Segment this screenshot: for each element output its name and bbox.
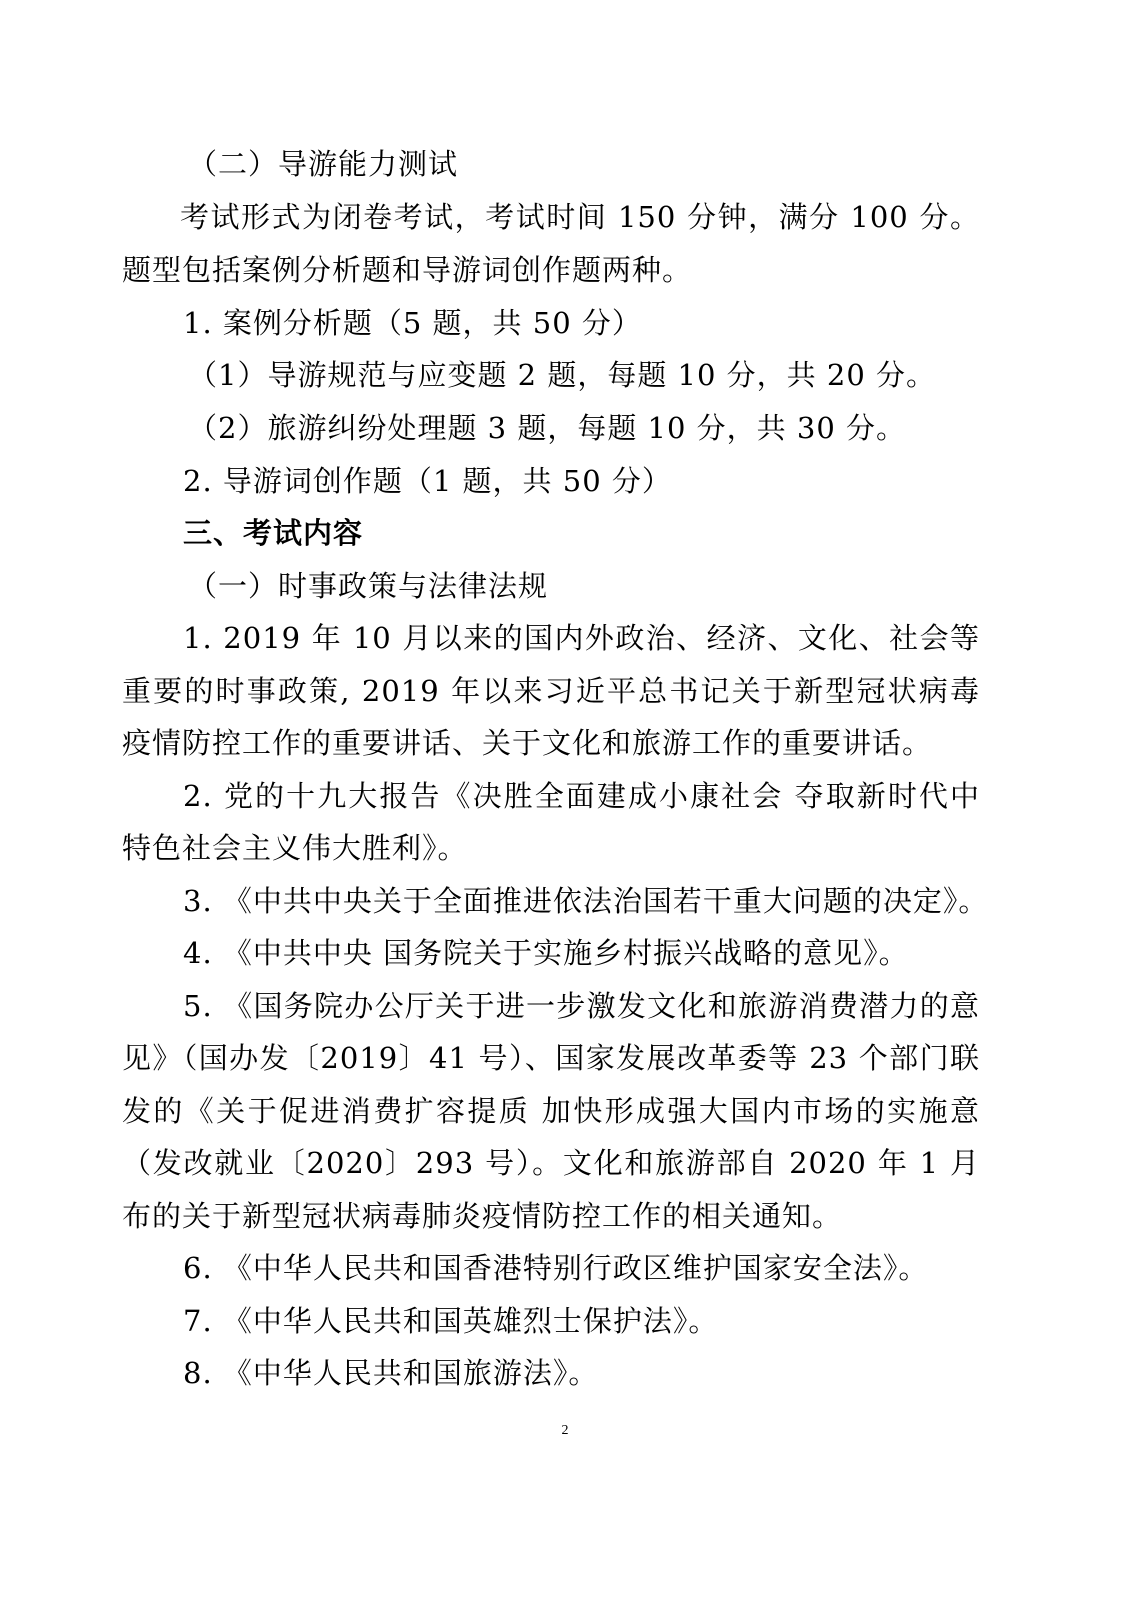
paragraph-line: 重要的时事政策, 2019 年以来习近平总书记关于新型冠状病毒 [122,674,980,708]
list-subitem: （1）导游规范与应变题 2 题，每题 10 分，共 20 分。 [188,358,937,392]
paragraph-line: 考试形式为闭卷考试，考试时间 150 分钟，满分 100 分。 [180,200,980,234]
list-item-case-analysis: 1. 案例分析题（5 题，共 50 分） [183,306,642,340]
paragraph-line: 疫情防控工作的重要讲话、关于文化和旅游工作的重要讲话。 [122,726,933,760]
paragraph-line: 题型包括案例分析题和导游词创作题两种。 [122,253,693,287]
paragraph-line: （发改就业〔2020〕293 号）。文化和旅游部自 2020 年 1 月 [122,1146,980,1180]
paragraph-line: 布的关于新型冠状病毒肺炎疫情防控工作的相关通知。 [122,1199,843,1233]
list-item: 8. 《中华人民共和国旅游法》。 [183,1356,599,1390]
list-item: 3. 《中共中央关于全面推进依法治国若干重大问题的决定》。 [183,884,989,918]
paragraph-line: 2. 党的十九大报告《决胜全面建成小康社会 夺取新时代中 [183,779,980,813]
list-item: 7. 《中华人民共和国英雄烈士保护法》。 [183,1304,719,1338]
paragraph-line: 发的《关于促进消费扩容提质 加快形成强大国内市场的实施意 [122,1094,980,1128]
paragraph-line: 5. 《国务院办公厅关于进一步激发文化和旅游消费潜力的意 [183,989,980,1023]
list-item: 4. 《中共中央 国务院关于实施乡村振兴战略的意见》。 [183,936,909,970]
subheading-guide-ability-test: （二）导游能力测试 [188,147,459,181]
list-item: 6. 《中华人民共和国香港特别行政区维护国家安全法》。 [183,1251,929,1285]
paragraph-line: 见》（国办发〔2019〕41 号）、国家发展改革委等 23 个部门联 [122,1041,980,1075]
paragraph-line: 特色社会主义伟大胜利》。 [122,831,468,865]
subheading-policies-laws: （一）时事政策与法律法规 [188,569,549,603]
section-heading-exam-content: 三、考试内容 [183,516,364,550]
list-item-guide-speech: 2. 导游词创作题（1 题，共 50 分） [183,464,672,498]
page-number: 2 [561,1423,569,1438]
paragraph-line: 1. 2019 年 10 月以来的国内外政治、经济、文化、社会等 [183,621,980,655]
list-subitem: （2）旅游纠纷处理题 3 题，每题 10 分，共 30 分。 [188,411,907,445]
